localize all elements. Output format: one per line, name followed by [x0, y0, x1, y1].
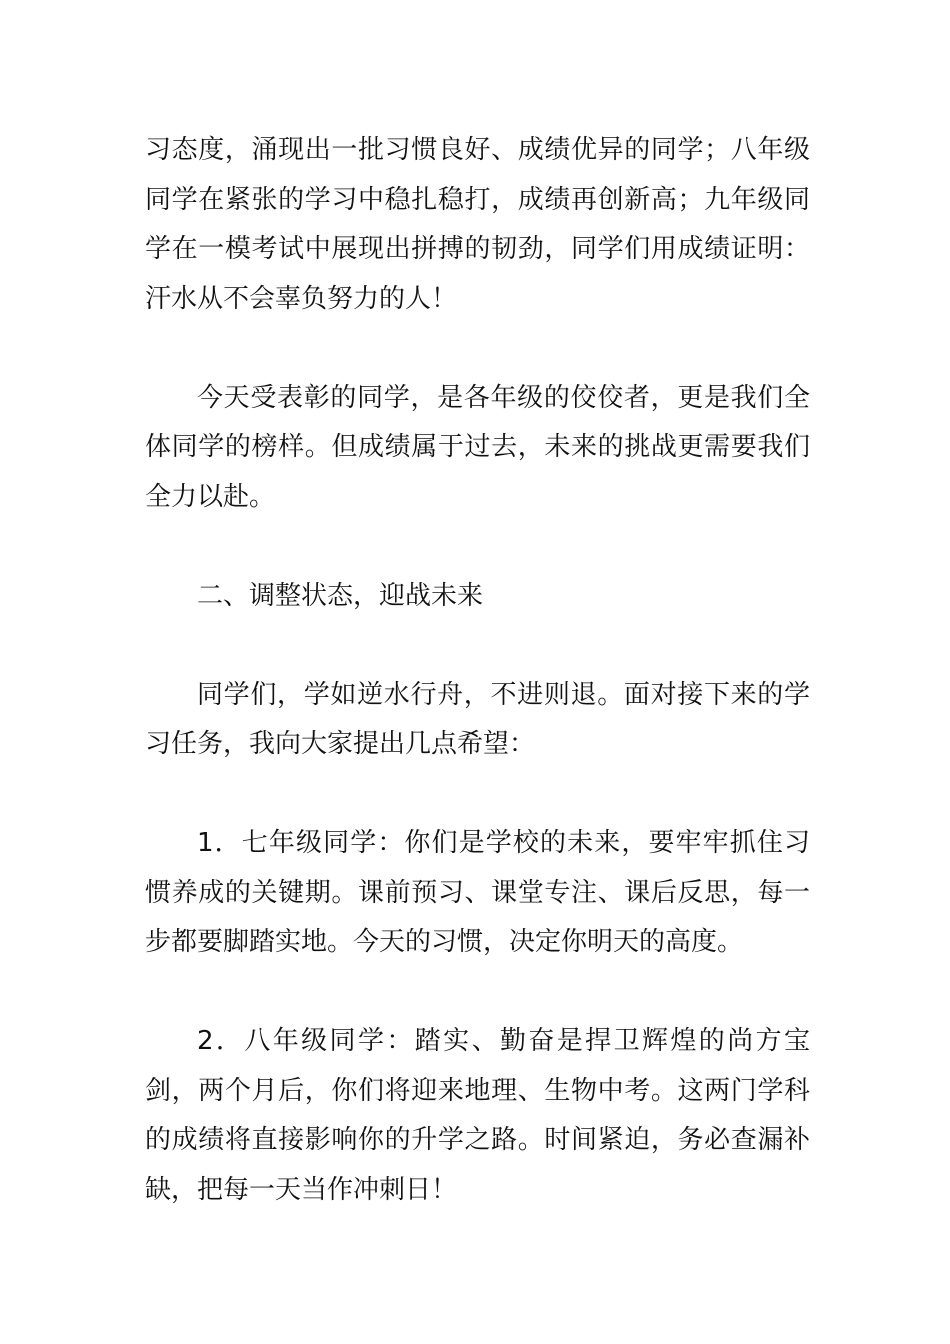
section-heading-2: 二、调整状态，迎战未来 — [197, 580, 484, 611]
list-item-grade-7: 1．七年级同学：你们是学校的未来，要牢牢抓住习惯养成的关键期。课前预习、课堂专注、课后反思，每一步都要脚踏实地。今天的习惯，决定你明天的高度。 — [145, 828, 810, 957]
list-item-grade-8: 2．八年级同学：踏实、勤奋是捍卫辉煌的尚方宝剑，两个月后，你们将迎来地理、生物中考。这两门学科的成绩将直接影响你的升学之路。时间紧迫，务必查漏补缺，把每一天当作冲刺日！ — [145, 1026, 810, 1205]
paragraph-continuation: 习态度，涌现出一批习惯良好、成绩优异的同学；八年级同学在紧张的学习中稳扎稳打，成绩再创新高；九年级同学在一模考试中展现出拼搏的韧劲，同学们用成绩证明：汗水从不会辜负努力的人！ — [145, 135, 810, 314]
paragraph-expectations-intro: 同学们，学如逆水行舟，不进则退。面对接下来的学习任务，我向大家提出几点希望： — [145, 679, 810, 759]
paragraph-honorees: 今天受表彰的同学，是各年级的佼佼者，更是我们全体同学的榜样。但成绩属于过去，未来的挑战更需要我们全力以赴。 — [145, 382, 810, 512]
document-body — [145, 126, 810, 1265]
